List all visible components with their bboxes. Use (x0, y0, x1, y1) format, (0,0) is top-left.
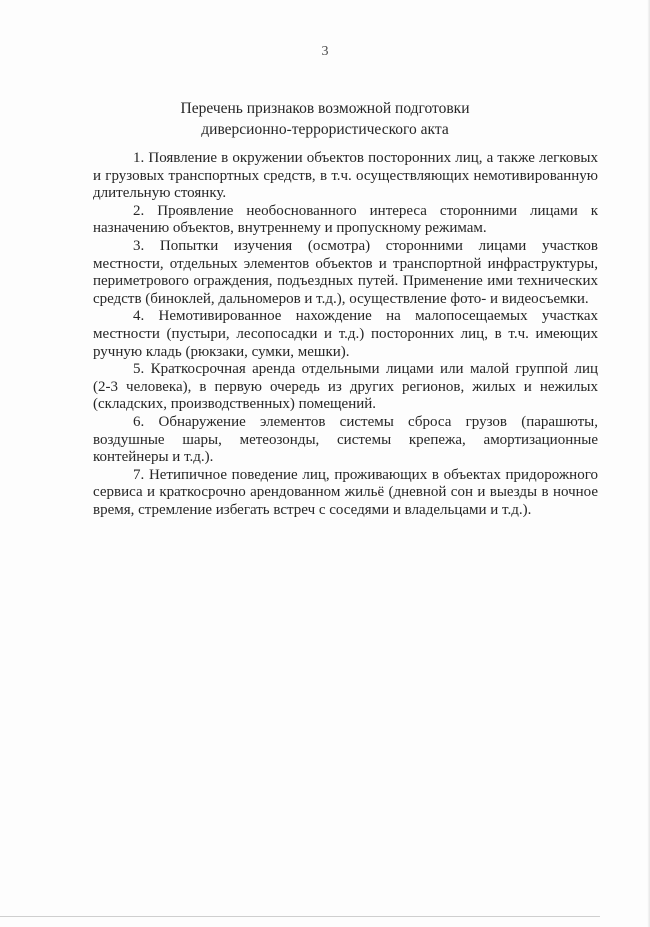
list-item: 6. Обнаружение элементов системы сброса грузов (парашюты, воздушные шары, метеозонды, системы крепежа, амортизационные контейнеры и т.д.). (93, 413, 598, 466)
list-item: 4. Немотивированное нахождение на малопосещаемых участках местности (пустыри, лесопосадки и т.д.) посторонних лиц, в т.ч. имеющих ручную кладь (рюкзаки, сумки, мешки). (93, 308, 598, 360)
document-title (0, 98, 650, 140)
list-item: 1. Появление в окружении объектов посторонних лиц, а также легковых и грузовых транспортных средств, в т.ч. осуществляющих немотивированную длительную стоянку. (93, 150, 598, 202)
item-list (93, 150, 598, 519)
scan-edge-line (0, 916, 600, 917)
page-number: 3 (321, 44, 329, 59)
list-item: 2. Проявление необоснованного интереса сторонними лицами к назначению объектов, внутреннему и пропускному режимам. (93, 202, 598, 237)
list-item: 5. Краткосрочная аренда отдельными лицами или малой группой лиц (2-3 человека), в первую очередь из других регионов, жилых и нежилых (складских, производственных) помещений. (93, 361, 598, 413)
list-item: 7. Нетипичное поведение лиц, проживающих в объектах придорожного сервиса и краткосрочно арендованном жильё (дневной сон и выезды в ночное время, стремление избегать встреч с соседями и владельцами и т.д.). (93, 466, 598, 518)
title-line-2: диверсионно-террористического акта (201, 121, 449, 138)
list-item: 3. Попытки изучения (осмотра) сторонними лицами участков местности, отдельных элементов объектов и транспортной инфраструктуры, периметрового ограждения, подъездных путей. Применение ими технических средств (биноклей, дальномеров и т.д.), осуществление фото- и видеосъемки. (93, 237, 598, 307)
title-line-1: Перечень признаков возможной подготовки (180, 100, 470, 117)
